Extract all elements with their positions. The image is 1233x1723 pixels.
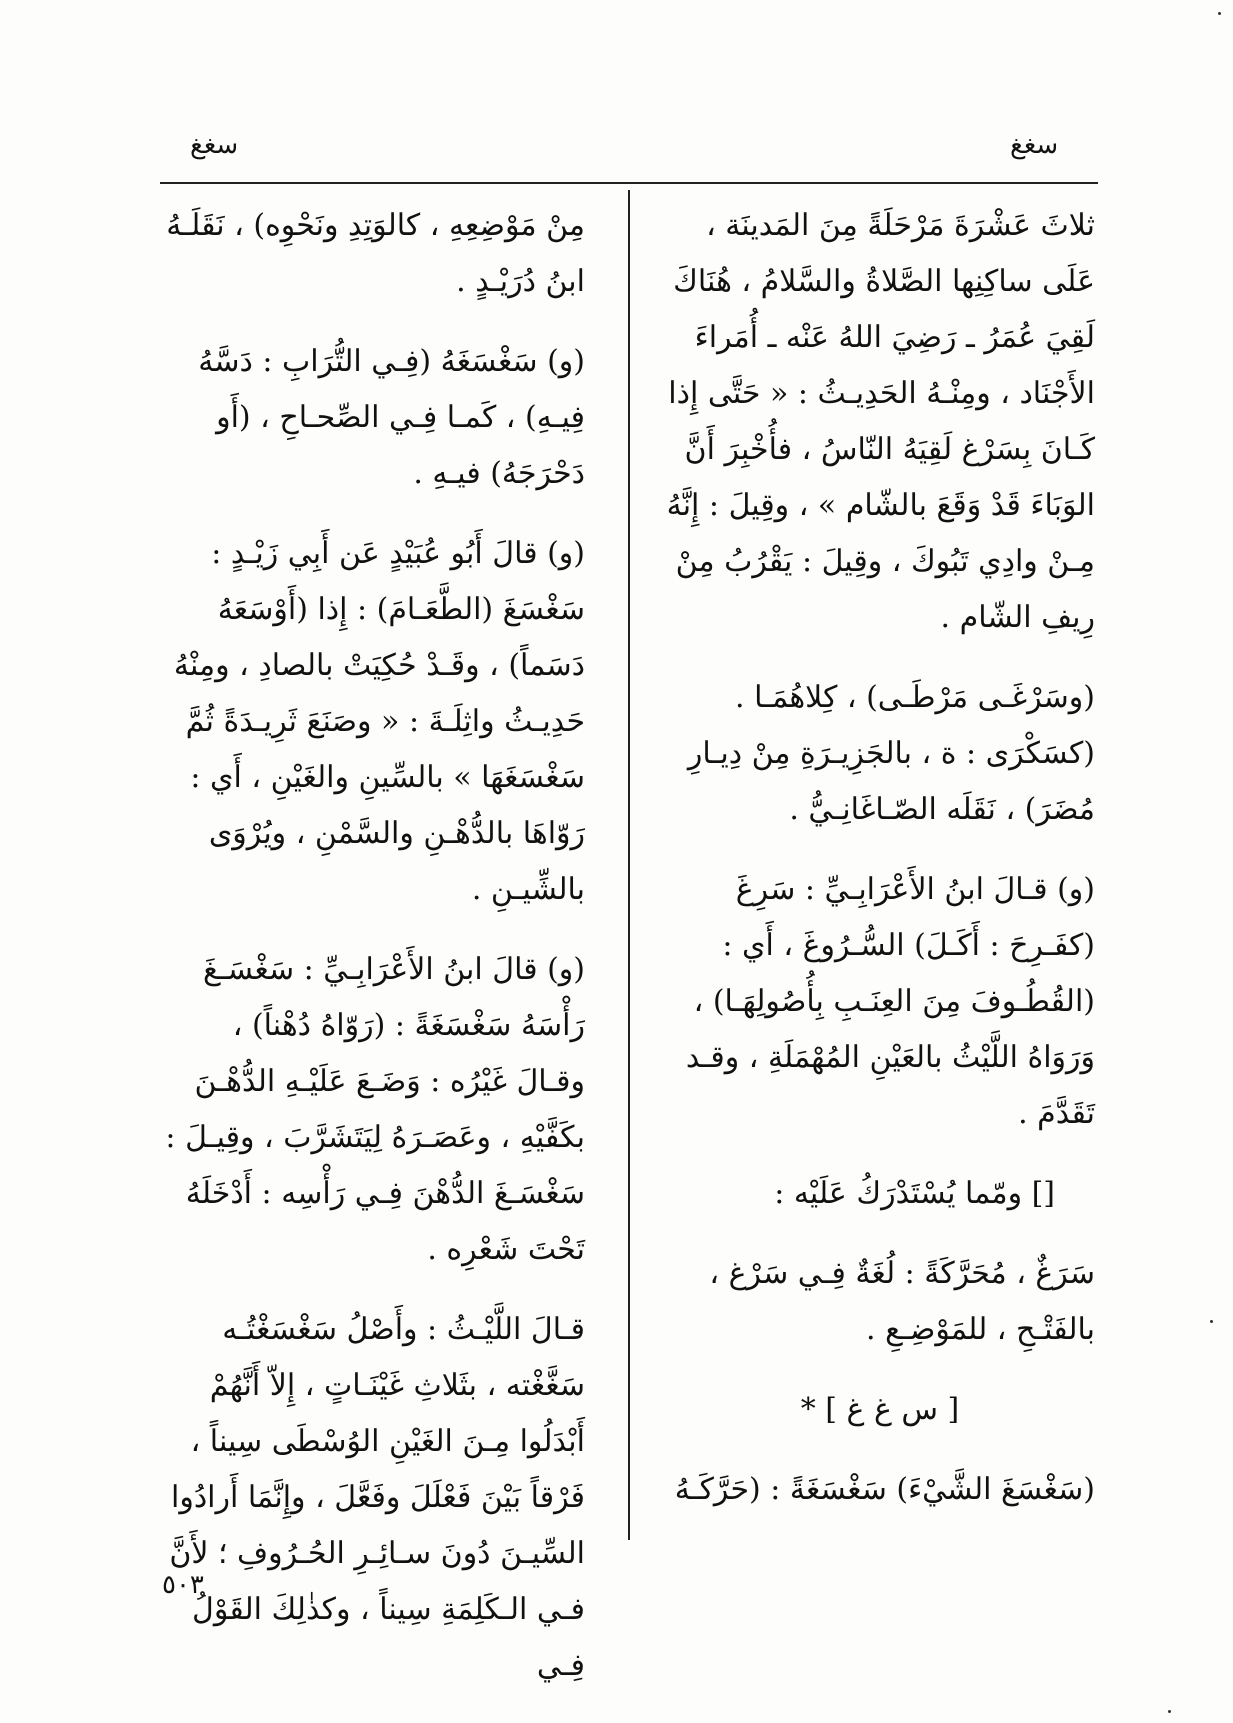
page-number: ٥٠٣ [162, 1570, 204, 1600]
paragraph: قـالَ اللَّيْـثُ : وأَصْلُ سَغْسَغْتُـه سَغَّغْته ، بثَلاثِ غَيْنَـاتٍ ، إِلاّ أَنَّهُمْ أَبْدَلُوا مِـنَ الغَيْنِ الوُسْطَى سِيناً ، فَرْقاً بَيْنَ فَعْلَلَ وفَعَّلَ ، وإِنَّمَا أَرادُوا السِّيـنَ دُونَ سـائِـرِ الحُـرُوفِ ؛ لأَنَّ فـي الـكَلِمَةِ سِيناً ، وكذٰلِكَ القَوْلُ فِـي [169, 1312, 585, 1683]
paragraph: (وسَرْغَـى مَرْطَـى) ، كِلاهُمَـا . (كسَكْرَى : ة ، بالجَزِيـرَةِ مِنْ دِيـارِ مُضَرَ) ، نَقَلَه الصّـاغَانِـيُّ . [687, 680, 1095, 827]
paragraph: مِنْ مَوْضِعِهِ ، كالوَتِدِ ونَحْوِه) ، نَقَلَـهُ ابنُ دُرَيْـدٍ . [166, 208, 585, 299]
entry-root-heading: [ س غ غ ] * [800, 1392, 960, 1427]
scan-speck [1218, 12, 1221, 15]
paragraph: (و) قالَ أَبُو عُبَيْدٍ عَن أَبِي زَيْـدٍ : سَغْسَغَ (الطَّعَـامَ) : إِذا (أَوْسَعَهُ دَسَماً) ، وقَـدْ حُكِيَتْ بالصادِ ، ومِنْهُ حَدِيـثُ واثِلَـةَ : « وصَنَعَ ثَرِيـدَةً ثُمَّ سَغْسَغَهَا » بالسِّينِ والغَيْنِ ، أَي : رَوّاهَا بالدُّهْـنِ والسَّمْنِ ، ويُرْوَى بالشِّيـنِ . [173, 536, 585, 907]
paragraph: ثلاثَ عَشْرَةَ مَرْحَلَةً مِنَ المَدينَة ، عَلَى ساكِنِها الصَّلاةُ والسَّلامُ ، هُنَاكَ لَقِيَ عُمَرُ ـ رَضِيَ اللهُ عَنْه ـ أُمَراءَ الأَجْنَاد ، ومِنْـهُ الحَدِيـثُ : « حَتَّى إِذا كَـانَ بِسَرْغ لَقِيَهُ النّاسُ ، فأُخْبِرَ أَنَّ الوَبَاءَ قَدْ وَقَعَ بالشّام » ، وقِيلَ : إِنَّهُ مِـنْ وادِي تَبُوكَ ، وقِيلَ : يَقْرُبُ مِنْ رِيفِ الشّام . [666, 208, 1095, 635]
paragraph: سَرَغٌ ، مُحَرَّكَةً : لُغَةٌ فِـي سَرْغ ، بالفَتْـحِ ، للمَوْضِـعِ . [709, 1256, 1095, 1347]
section-heading: [] ومّما يُسْتَدْرَكُ عَلَيْه : [774, 1176, 1055, 1211]
running-header-right: سغغ [1010, 130, 1059, 160]
right-column [665, 198, 1095, 1542]
paragraph: (سَغْسَغَ الشَّيْءَ) سَغْسَغَةً : (حَرَّكَـهُ [674, 1472, 1095, 1507]
column-divider [628, 190, 630, 1540]
paragraph: (و) قـالَ ابنُ الأَعْرَابِـيِّ : سَرِغَ (كفَـرِحَ : أَكَـلَ) السُّـرُوغَ ، أَي : (القُطُـوفَ مِنَ العِنَـبِ بِأُصُولِهَـا) ، وَرَوَاهُ اللَّيْثُ بالعَيْنِ المُهْمَلَةِ ، وقـد تَقَدَّمَ . [685, 872, 1095, 1131]
left-column [155, 198, 585, 1718]
header-rule [160, 182, 1098, 184]
paragraph: (و) قالَ ابنُ الأَعْرَابِـيِّ : سَغْسَـغَ رَأْسَهُ سَغْسَغَةً : (رَوّاهُ دُهْناً) ، وقـالَ غَيْرُه : وَضَـعَ عَلَيْـهِ الدُّهْـنَ بكَفَّيْهِ ، وعَصَـرَهُ لِيَتَشَرَّبَ ، وقِيـلَ : سَغْسَـغَ الدُّهْنَ فِـي رَأْسِه : أَدْخَلَهُ تَحْتَ شَعْرِه . [165, 952, 585, 1267]
scan-speck [1210, 1320, 1213, 1323]
running-header-left: سغغ [190, 130, 239, 160]
paragraph: (و) سَغْسَغَهُ (فِـي التُّرَابِ : دَسَّهُ فِيـهِ) ، كَمـا فِـي الصِّحـاحِ ، (أَو دَحْرَجَهُ) فيـهِ . [198, 344, 585, 491]
scan-speck [1168, 1710, 1171, 1713]
